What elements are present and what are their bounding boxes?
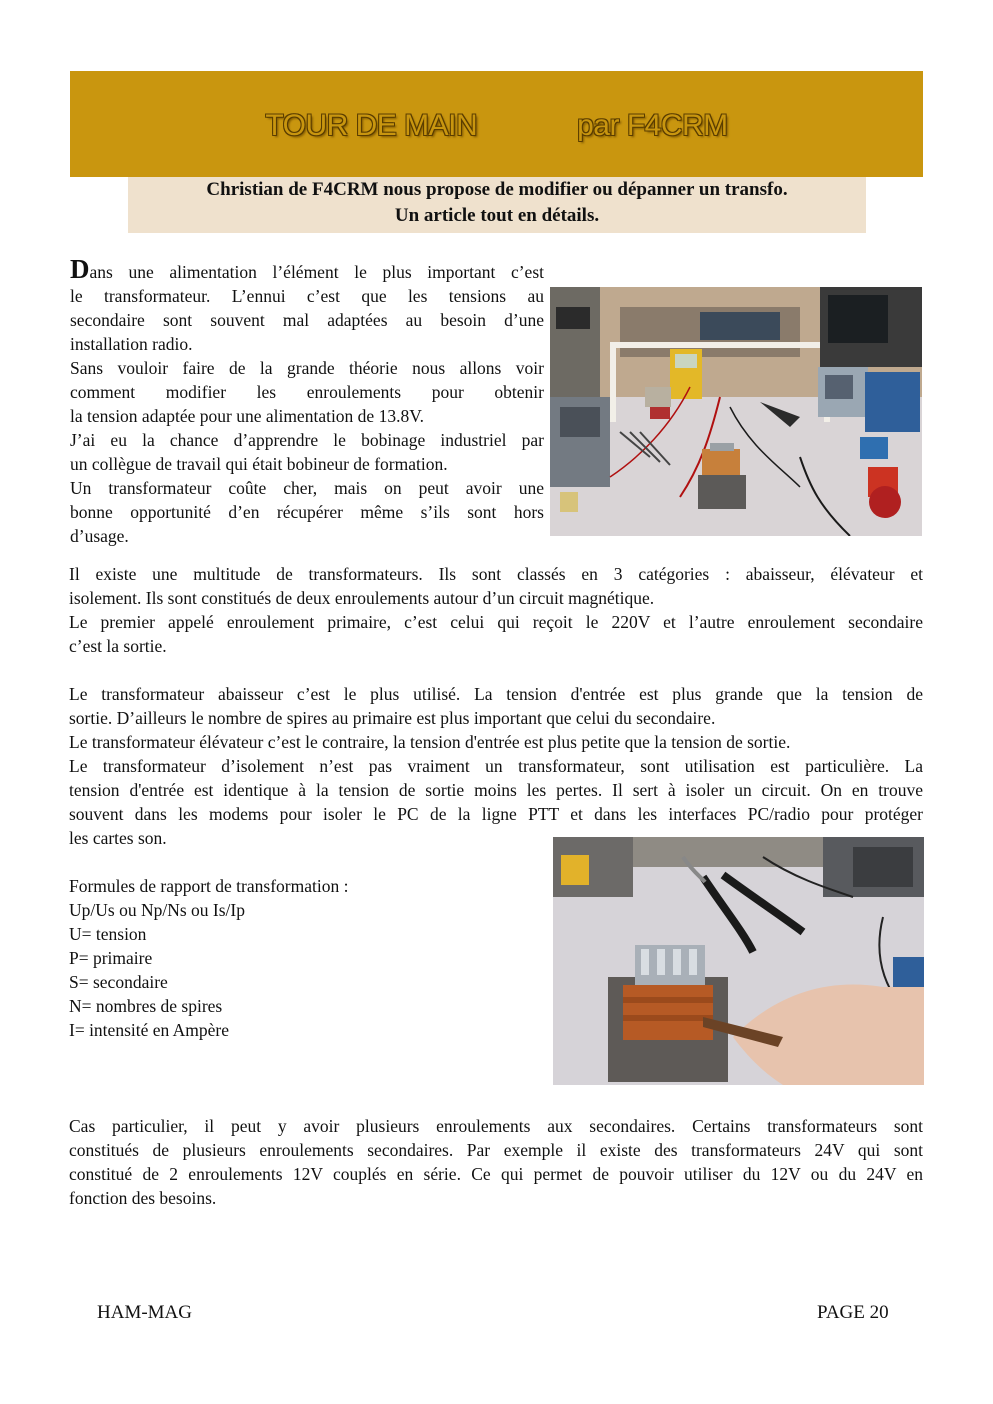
paragraph-line: constitué de 2 enroulements 12V couplés en série. Ce qui permet de pouvoir utiliser du 12V ou du 24V en [69, 1164, 923, 1184]
column-line: installation radio. [70, 334, 193, 354]
column-line: bonne opportunité d’en récupérer même s’ils sont hors [70, 502, 544, 522]
column-line: d’usage. [70, 526, 129, 546]
column-line: Dans une alimentation l’élément le plus important c’est [70, 254, 544, 284]
formula-line: U= tension [69, 924, 147, 944]
paragraph-line: Le transformateur abaisseur c’est le plus utilisé. La tension d'entrée est plus grande que la tension de [69, 684, 923, 704]
paragraph-line: fonction des besoins. [69, 1188, 217, 1208]
intro-line-1: Christian de F4CRM nous propose de modifier ou dépanner un transfo. [206, 179, 788, 200]
paragraph-line: constitués de plusieurs enroulements secondaires. Par exemple il existe des transformateurs 24V qui sont [69, 1140, 923, 1160]
intro-line-2: Un article tout en détails. [394, 205, 600, 226]
transformer-photo [553, 837, 924, 1085]
transformer-photo-image [553, 837, 924, 1085]
paragraph-line: les cartes son. [69, 828, 167, 848]
paragraph-line: Le transformateur élévateur c’est le contraire, la tension d'entrée est plus petite que la tension de sortie. [69, 732, 791, 752]
column-line: Un transformateur coûte cher, mais on peut avoir une [70, 478, 544, 498]
paragraph-line: Le premier appelé enroulement primaire, c’est celui qui reçoit le 220V et l’autre enroulement secondaire [69, 612, 923, 632]
column-line: J’ai eu la chance d’apprendre le bobinage industriel par [70, 430, 544, 450]
workbench-photo-image [550, 287, 922, 536]
column-line: secondaire sont souvent mal adaptées au besoin d’une [70, 310, 544, 330]
column-line: la tension adaptée pour une alimentation de 13.8V. [70, 406, 424, 426]
formula-line: Formules de rapport de transformation : [69, 876, 349, 896]
column-line: comment modifier les enroulements pour obtenir [70, 382, 544, 402]
formulas-block [69, 874, 549, 1042]
footer-magazine: HAM-MAG [97, 1302, 192, 1323]
intro-box [128, 177, 866, 233]
formula-line: S= secondaire [69, 972, 168, 992]
footer-page-number: PAGE 20 [817, 1302, 889, 1323]
formula-line: I= intensité en Ampère [69, 1020, 230, 1040]
paragraph-types [69, 682, 923, 850]
intro-column [70, 254, 544, 548]
workbench-photo [550, 287, 922, 536]
paragraph-line: tension d'entrée est identique à la tension de sortie moins les pertes. Il sert à isoler un circuit. On en trouve [69, 780, 923, 800]
paragraph-categories [69, 562, 923, 658]
column-line: un collègue de travail qui était bobineur de formation. [70, 454, 448, 474]
page-title [70, 109, 923, 143]
paragraph-line: Il existe une multitude de transformateurs. Ils sont classés en 3 catégories : abaisseur, élévateur et [69, 564, 923, 584]
paragraph-line: Cas particulier, il peut y avoir plusieurs enroulements aux secondaires. Certains transformateurs sont [69, 1116, 923, 1136]
drop-cap: D [70, 254, 90, 284]
formula-line: Up/Us ou Np/Ns ou Is/Ip [69, 900, 245, 920]
paragraph-special-case [69, 1114, 923, 1210]
formula-line: P= primaire [69, 948, 153, 968]
paragraph-line: souvent dans les modems pour isoler le PC de la ligne PTT et dans les interfaces PC/radio pour protéger [69, 804, 923, 824]
title-banner [70, 71, 923, 177]
column-line: le transformateur. L’ennui c’est que les tensions au [70, 286, 544, 306]
column-line: Sans vouloir faire de la grande théorie nous allons voir [70, 358, 544, 378]
paragraph-line: sortie. D’ailleurs le nombre de spires au primaire est plus important que celui du secondaire. [69, 708, 716, 728]
byline: par F4CRM [577, 109, 728, 142]
paragraph-line: c’est la sortie. [69, 636, 167, 656]
paragraph-line: Le transformateur d’isolement n’est pas vraiment un transformateur, sont utilisation est particulière. La [69, 756, 923, 776]
paragraph-line: isolement. Ils sont constitués de deux enroulements autour d’un circuit magnétique. [69, 588, 655, 608]
title-text: TOUR DE MAIN [265, 109, 478, 142]
formula-line: N= nombres de spires [69, 996, 223, 1016]
